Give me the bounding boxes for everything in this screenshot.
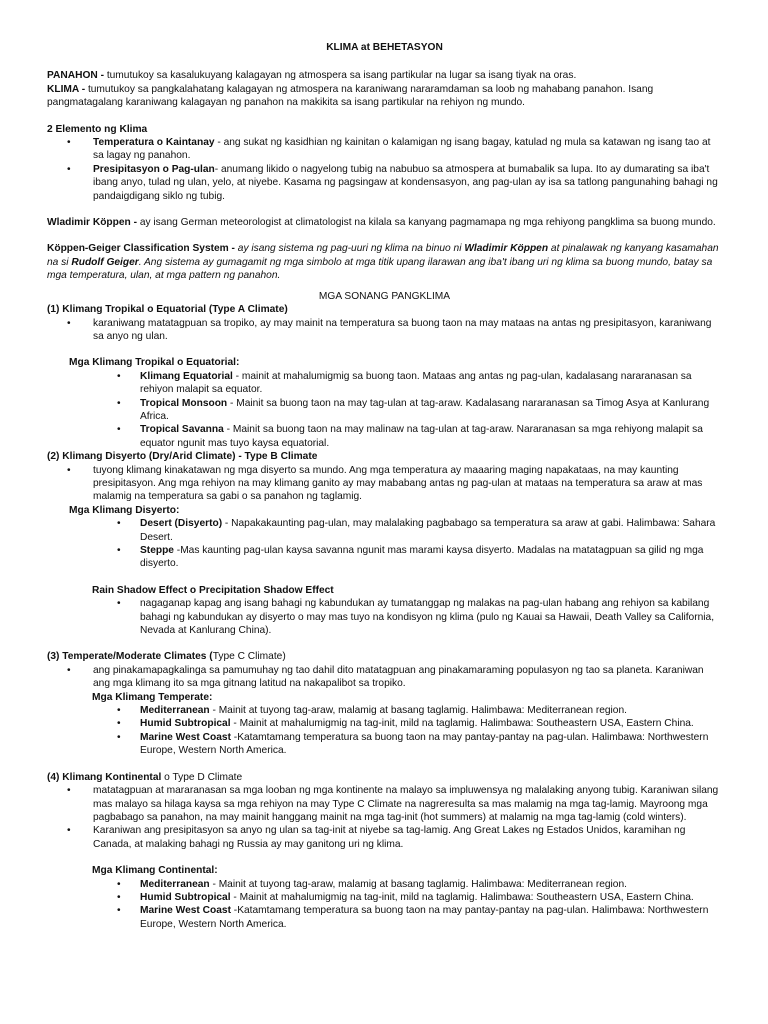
- type-c-desc-list: [47, 664, 722, 691]
- bullet-icon: •: [117, 598, 121, 610]
- item-text: - Mainit at tuyong tag-araw, malamig at basang taglamig. Halimbawa: Mediterranean region.: [209, 705, 627, 717]
- item-term: Marine West Coast: [140, 905, 231, 917]
- bullet-icon: •: [117, 878, 121, 890]
- list-item: [47, 423, 722, 450]
- type-a-subheading: Mga Klimang Tropikal o Equatorial:: [69, 357, 240, 369]
- list-item: [47, 784, 722, 824]
- type-d-heading-text: (4) Klimang Kontinental: [47, 771, 165, 783]
- koppen-geiger-text: ay isang sistema ng pag-uuri ng klima na binuo ni: [234, 243, 465, 255]
- list-item: [47, 717, 722, 730]
- type-c-subheading: Mga Klimang Temperate:: [92, 691, 213, 703]
- item-text: - anumang likido o nagyelong tubig na nabubuo sa atmospera at bumabalik sa lupa. Ito ay dumarating sa iba't ibang anyo, tulad ng ulan, yelo, at niyebe. Kasama ng pagsingaw at kondensasyon, ang pag-ulan ay isa sa tatlong pangunahing bahagi ng pandaigdigang siklo ng tubig.: [93, 163, 718, 202]
- type-c-heading-text: (3) Temperate/Moderate Climates (: [47, 651, 213, 663]
- koppen-geiger-text: . Ang sistema ay gumagamit ng mga simbolo at mga titik upang ilarawan ang iba't ibang uri ng klima sa buong mundo, batay sa mga temperatura, ulan, at mga pattern ng panahon.: [47, 256, 713, 282]
- item-term: Klimang Equatorial: [140, 370, 233, 382]
- type-a-heading: [47, 303, 722, 316]
- sonang-heading: MGA SONANG PANGKLIMA: [318, 290, 451, 302]
- elemento-list: [47, 136, 722, 203]
- type-b-heading: [47, 450, 722, 463]
- bullet-icon: •: [67, 664, 71, 676]
- item-term: Tropical Savanna: [140, 424, 224, 436]
- list-item: [47, 163, 722, 203]
- type-a-list: [47, 370, 722, 450]
- bullet-icon: •: [117, 370, 121, 382]
- list-item: [47, 397, 722, 424]
- type-b-list: [47, 517, 722, 571]
- item-text: Karaniwan ang presipitasyon sa anyo ng ulan sa tag-init at niyebe sa tag-lamig. Ang Great Lakes ng Estados Unidos, karamihan ng Canada, at malaking bahagi ng Russia ay may ganitong uri ng klima.: [93, 825, 686, 850]
- item-text: - Mainit at mahalumigmig na tag-init, mild na taglamig. Halimbawa: Southeastern USA, Eastern China.: [230, 891, 694, 903]
- item-text: - Mainit sa buong taon na may malinaw na tag-ulan at tag-araw. Nararanasan sa mga rehiyong malapit sa equator ngunit mas tuyo kaysa equatorial.: [140, 424, 703, 449]
- bullet-icon: •: [67, 317, 71, 329]
- item-term: Desert (Disyerto): [140, 518, 223, 530]
- item-term: Humid Subtropical: [140, 891, 231, 903]
- rain-shadow-list: [47, 597, 722, 637]
- elemento-heading: [47, 123, 722, 136]
- bullet-icon: •: [117, 891, 121, 903]
- bullet-icon: •: [67, 785, 71, 797]
- bullet-icon: •: [117, 731, 121, 743]
- type-d-list: [47, 878, 722, 932]
- type-c-heading-text: Type C Climate): [212, 651, 286, 663]
- type-d-heading-text: o Type D Climate: [164, 771, 243, 783]
- klima-definition: [47, 83, 722, 110]
- list-item: [47, 704, 722, 717]
- type-d-heading: [47, 771, 722, 784]
- bullet-icon: •: [67, 137, 71, 149]
- list-item: [47, 904, 722, 931]
- item-text: -Katamtamang temperatura sa buong taon na may pantay-pantay na pag-ulan. Halimbawa: Northwestern Europe, Western North America.: [140, 905, 709, 930]
- item-term: Marine West Coast: [140, 731, 231, 743]
- koppen-geiger-term: Köppen-Geiger Classification System -: [47, 243, 235, 255]
- item-term: Presipitasyon o Pag-ulan: [93, 163, 215, 175]
- item-term: Humid Subtropical: [140, 718, 231, 730]
- bullet-icon: •: [67, 825, 71, 837]
- bullet-icon: •: [117, 718, 121, 730]
- bullet-icon: •: [117, 705, 121, 717]
- item-term: Steppe: [140, 545, 174, 556]
- item-text: ang pinakamapagkalinga sa pamumuhay ng tao dahil dito matatagpuan ang pinakamaraming populasyon ng tao sa planeta. Karaniwan ang mga klimang ito sa mga gitnang latitud na nakapalibot sa tropiko.: [93, 664, 704, 690]
- klima-term: KLIMA -: [47, 83, 86, 95]
- list-item: [47, 317, 722, 344]
- type-d-subheading: Mga Klimang Continental:: [92, 865, 218, 877]
- type-c-list: [47, 704, 722, 758]
- type-b-heading-text: (2) Klimang Disyerto (Dry/Arid Climate) - Type B Climate: [47, 451, 318, 463]
- list-item: [47, 370, 722, 397]
- item-text: - Mainit at tuyong tag-araw, malamig at basang taglamig. Halimbawa: Mediterranean region.: [209, 878, 627, 890]
- panahon-text: tumutukoy sa kasalukuyang kalagayan ng atmospera sa isang partikular na lugar sa isang tiyak na oras.: [103, 70, 577, 82]
- panahon-definition: [47, 69, 722, 82]
- rain-shadow-heading: Rain Shadow Effect o Precipitation Shadow Effect: [92, 584, 334, 596]
- item-term: Tropical Monsoon: [140, 397, 228, 409]
- item-text: - Mainit sa buong taon na may tag-ulan at tag-araw. Kadalasang nararanasan sa Timog Asya at Kanlurang Africa.: [140, 397, 710, 422]
- item-text: -Mas kaunting pag-ulan kaysa savanna ngunit mas marami kaysa disyerto. Madalas na matatagpuan sa gilid ng mga disyerto.: [140, 545, 704, 570]
- type-b-desc-list: [47, 464, 722, 504]
- koppen-paragraph: [47, 216, 722, 229]
- list-item: [47, 544, 722, 571]
- type-a-heading-text: (1) Klimang Tropikal o Equatorial (Type A Climate): [47, 304, 288, 316]
- list-item: [47, 891, 722, 904]
- list-item: [47, 517, 722, 544]
- type-d-desc-list: [47, 784, 722, 851]
- koppen-term: Wladimir Köppen -: [47, 217, 137, 229]
- koppen-text: ay isang German meteorologist at climatologist na kilala sa kanyang pagmamapa ng mga rehiyong pangklima sa buong mundo.: [137, 217, 716, 229]
- item-text: matatagpuan at mararanasan sa mga looban ng mga kontinente na malayo sa impluwensya ng malalaking anyong tubig. Karaniwan silang mas malayo sa hilaga kaysa sa mga rehiyon na may Type C Climate na nagreresulta sa mas malamig na mga tag-lamig. Mayroong mga pagbabago sa panahon, na may mainit hanggang mainit na mga tag-init (hot summers) at malamig na mga tag-lamig (cold winters).: [93, 785, 719, 823]
- panahon-term: PANAHON -: [47, 70, 104, 82]
- list-item: [47, 664, 722, 691]
- list-item: [47, 464, 722, 504]
- item-text: nagaganap kapag ang isang bahagi ng kabundukan ay tumatanggap ng malakas na pag-ulan habang ang rehiyon sa kabilang bahagi ng kabundukan ay disyerto o may mas tuyo na kondisyon ng klima (pulo ng Kauai sa Hawaii, Death Valley sa California, Nevada at Kanlurang China).: [140, 598, 715, 637]
- bullet-icon: •: [67, 464, 71, 476]
- bullet-icon: •: [117, 518, 121, 530]
- item-text: - Napakakaunting pag-ulan, may malalaking pagbabago sa temperatura sa araw at gabi. Halimbawa: Sahara Desert.: [140, 518, 716, 543]
- klima-text: tumutukoy sa pangkalahatang kalagayan ng atmospera na karaniwang nararamdaman sa loob ng mahabang panahon. Isang pangmatagalang karaniwang kalagayan ng panahon na makikita sa isang partikular na rehiyon ng mundo.: [47, 83, 654, 109]
- koppen-geiger-paragraph: [47, 242, 722, 282]
- item-text: - Mainit at mahalumigmig na tag-init, mild na taglamig. Halimbawa: Southeastern USA, Eastern China.: [230, 718, 694, 730]
- type-b-subheading: Mga Klimang Disyerto:: [69, 504, 180, 516]
- item-term: Temperatura o Kaintanay: [93, 137, 215, 149]
- koppen-name: Wladimir Köppen: [464, 243, 549, 255]
- list-item: [47, 597, 722, 637]
- bullet-icon: •: [117, 424, 121, 436]
- bullet-icon: •: [117, 397, 121, 409]
- type-a-desc-list: [47, 317, 722, 344]
- item-text: - ang sukat ng kasidhian ng kainitan o kalamigan ng isang bagay, katulad ng mula sa katawan ng isang tao at sa lagay ng panahon.: [93, 137, 711, 162]
- item-text: tuyong klimang kinakatawan ng mga disyerto sa mundo. Ang mga temperatura ay maaaring maging napakataas, na may kaunting presipitasyon. Ang mga rehiyon na may klimang ganito ay may mababang antas ng pag-ulan at mataas na temperatura sa araw at mas malamig na temperatura sa gabi o sa panahon ng taglamig.: [93, 464, 703, 503]
- item-text: - mainit at mahalumigmig sa buong taon. Mataas ang antas ng pag-ulan, kadalasang nararanasan sa rehiyon malapit sa equator.: [140, 370, 692, 396]
- item-text: -Katamtamang temperatura sa buong taon na may pantay-pantay na pag-ulan. Halimbawa: Northwestern Europe, Western North America.: [140, 731, 709, 757]
- document-title: KLIMA at BEHETASYON: [326, 42, 443, 53]
- bullet-icon: •: [67, 163, 71, 175]
- koppen-geiger-text: at pinalawak ng kanyang kasamahan na si: [47, 243, 719, 268]
- list-item: [47, 731, 722, 758]
- bullet-icon: •: [117, 905, 121, 917]
- geiger-name: Rudolf Geiger: [71, 256, 139, 268]
- item-text: karaniwang matatagpuan sa tropiko, ay may mainit na temperatura sa buong taon na may mataas na antas ng presipitasyon, karaniwang sa anyo ng ulan.: [93, 317, 712, 342]
- type-c-heading: [47, 650, 722, 663]
- list-item: [47, 824, 722, 851]
- item-term: Mediterranean: [140, 878, 210, 890]
- list-item: [47, 136, 722, 163]
- list-item: [47, 878, 722, 891]
- item-term: Mediterranean: [140, 705, 210, 717]
- bullet-icon: •: [117, 545, 121, 556]
- elemento-heading-text: 2 Elemento ng Klima: [47, 123, 148, 135]
